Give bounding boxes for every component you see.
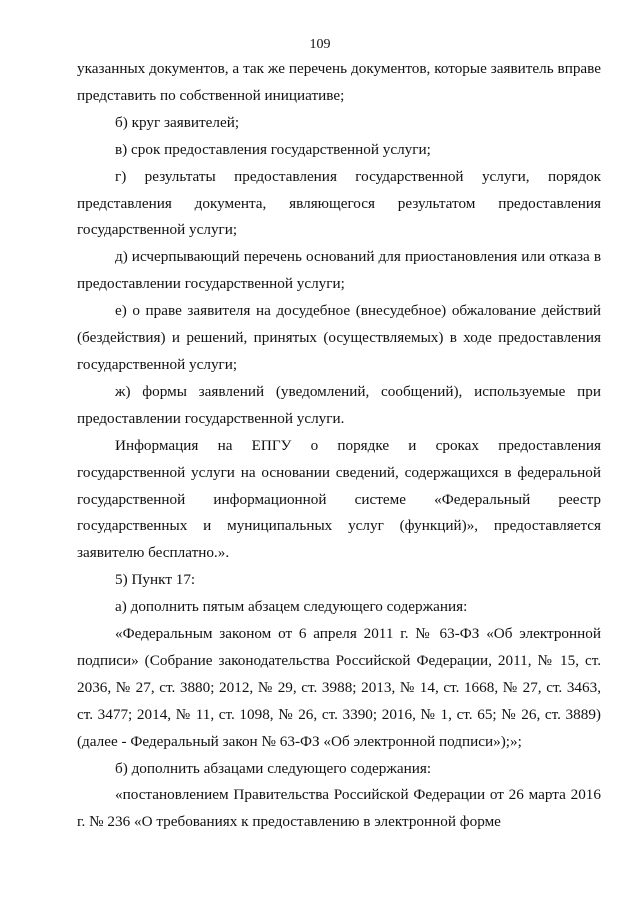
paragraph-epgu-info: Информация на ЕПГУ о порядке и сроках предоставления государственной услуги на основании сведений, содержащихся в федеральной государственной информационной системе «Федеральный реестр государственных и муниципальных услуг (функций)», предоставляется заявителю бесплатно.». [77,436,601,562]
document-body [77,56,601,836]
paragraph-government-decree: «постановлением Правительства Российской Федерации от 26 марта 2016 г. № 236 «О требованиях к предоставлению в электронной форме [77,786,601,831]
paragraph-item-v: в) срок предоставления государственной услуги; [115,140,431,158]
paragraph-subitem-b: б) дополнить абзацами следующего содержания: [115,759,432,777]
paragraph-subitem-a: а) дополнить пятым абзацем следующего содержания: [115,598,468,616]
paragraph-continuation: указанных документов, а так же перечень документов, которые заявитель вправе представить по собственной инициативе; [77,60,601,104]
paragraph-item-b: б) круг заявителей; [115,113,240,131]
paragraph-item-d: д) исчерпывающий перечень оснований для приостановления или отказа в предоставлении государственной услуги; [77,248,601,293]
page-number: 109 [309,37,331,52]
paragraph-federal-law: «Федеральным законом от 6 апреля 2011 г. № 63-ФЗ «Об электронной подписи» (Собрание законодательства Российской Федерации, 2011, № 15, ст. 2036, № 27, ст. 3880; 2012, № 29, ст. 3988; 2013, № 14, ст. 1668, № 27, ст. 3463, ст. 3477; 2014, № 11, ст. 1098, № 26, ст. 3390; 2016, № 1, ст. 65; № 26, ст. 3889) (далее - Федеральный закон № 63-ФЗ «Об электронной подписи»);»; [77,625,601,750]
paragraph-point-17: 5) Пункт 17: [115,571,196,589]
paragraph-item-g: г) результаты предоставления государственной услуги, порядок представления документа, являющегося результатом предоставления государственной услуги; [77,167,601,239]
paragraph-item-e: е) о праве заявителя на досудебное (внесудебное) обжалование действий (бездействия) и решений, принятых (осуществляемых) в ходе предоставления государственной услуги; [77,302,601,373]
paragraph-item-zh: ж) формы заявлений (уведомлений, сообщений), используемые при предоставлении государственной услуги. [77,382,601,427]
